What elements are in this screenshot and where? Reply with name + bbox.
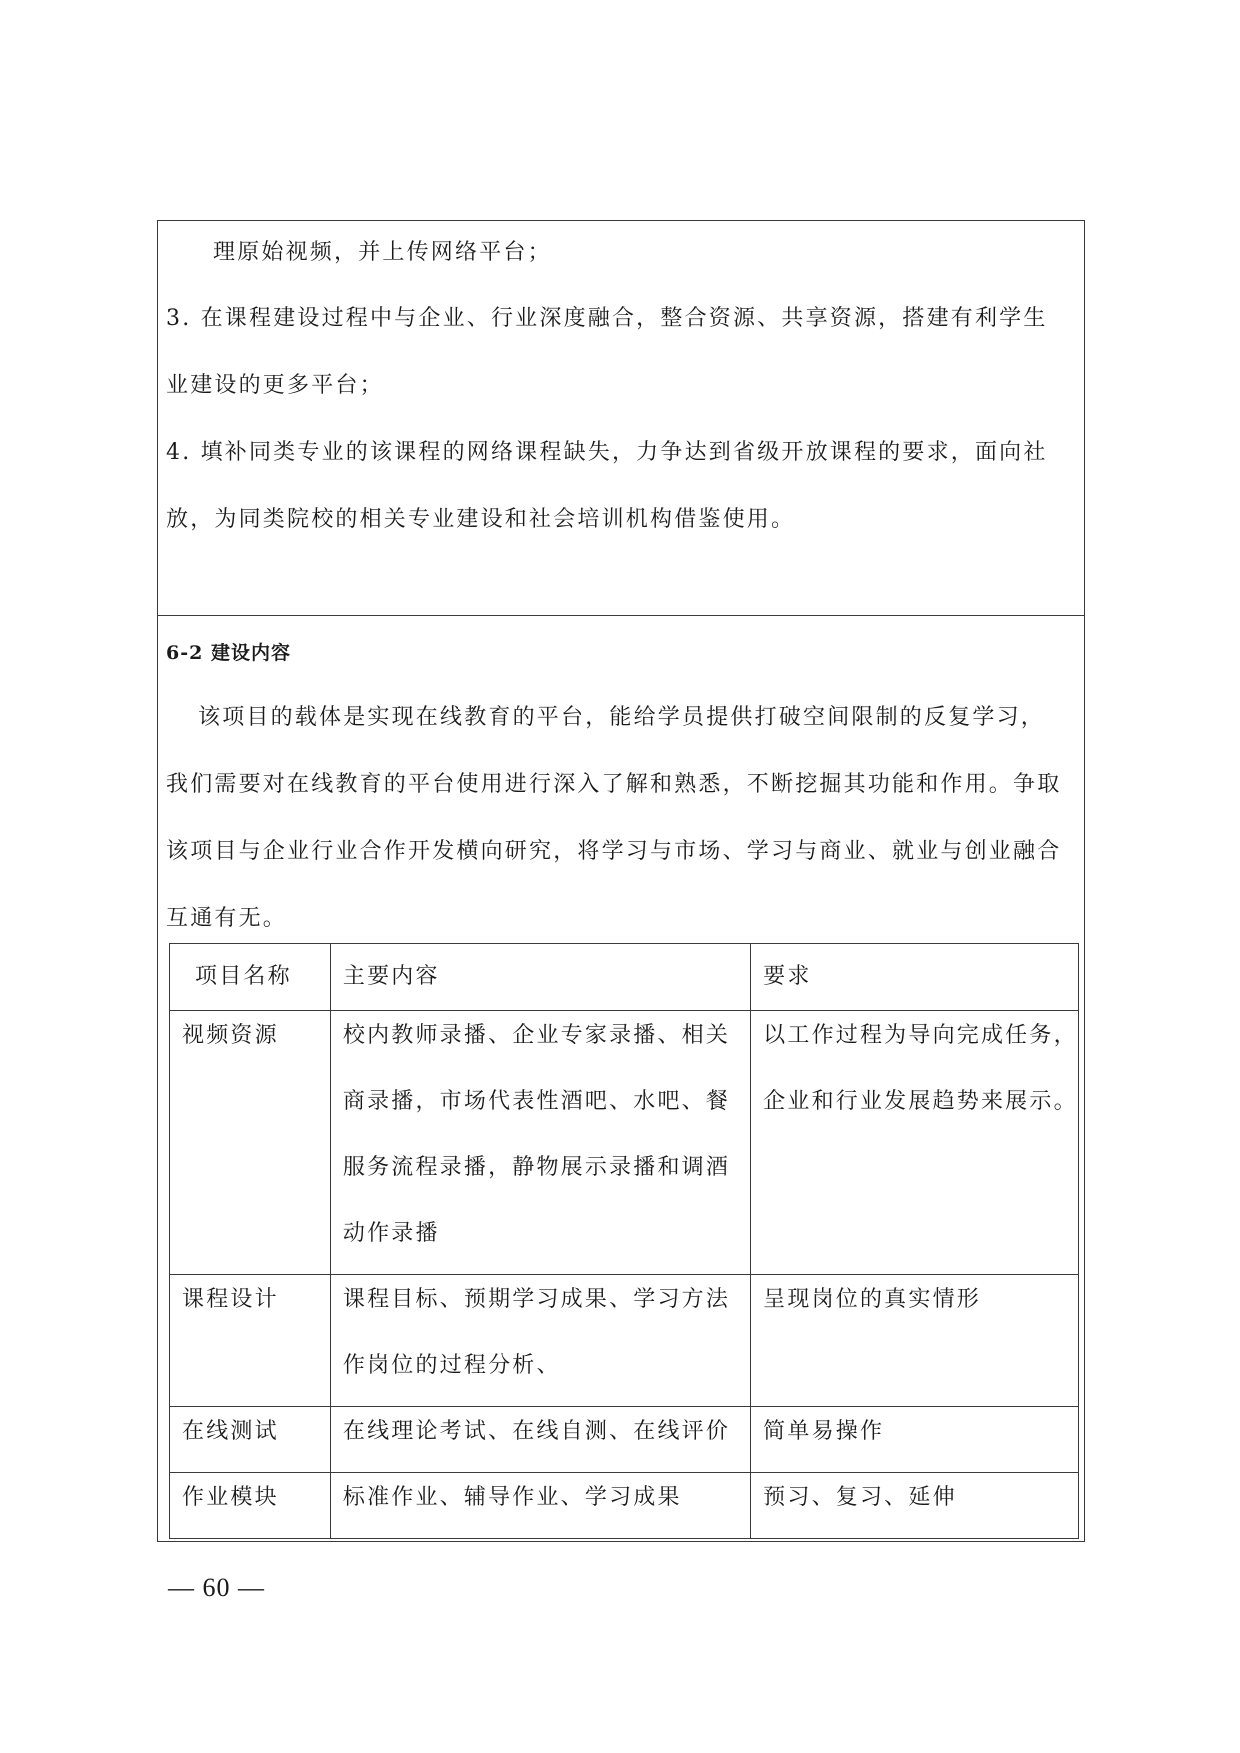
- row-content-line: 课程目标、预期学习成果、学习方法: [342, 1287, 731, 1312]
- text-line: 3. 在课程建设过程中与企业、行业深度融合，整合资源、共享资源，搭建有利学生: [166, 306, 1048, 331]
- row-requirement-line: 简单易操作: [763, 1419, 885, 1444]
- text-line: 4. 填补同类专业的该课程的网络课程缺失，力争达到省级开放课程的要求，面向社: [166, 440, 1048, 465]
- construction-content-table: [169, 943, 1079, 1539]
- row-requirement-line: 呈现岗位的真实情形: [763, 1287, 981, 1312]
- row-content-line: 标准作业、辅导作业、学习成果: [342, 1485, 682, 1510]
- header-main-content: 主要内容: [330, 944, 750, 1011]
- page-number: — 60 —: [168, 1573, 265, 1602]
- header-project-name: 项目名称: [170, 944, 331, 1011]
- table-row: [170, 1011, 1079, 1275]
- row-content-line: 校内教师录播、企业专家录播、相关: [342, 1023, 731, 1048]
- row-requirement-line: 预习、复习、延伸: [763, 1485, 957, 1510]
- table-row: [170, 1407, 1079, 1473]
- form-frame: [157, 220, 1085, 1542]
- header-requirement: 要求: [751, 944, 1079, 1011]
- section-divider: [158, 615, 1084, 616]
- row-name: 作业模块: [182, 1485, 279, 1510]
- row-requirement-line: 以工作过程为导向完成任务，: [763, 1023, 1078, 1048]
- table-row: [170, 1473, 1079, 1539]
- row-content-line: 作岗位的过程分析、: [342, 1353, 561, 1378]
- row-name: 在线测试: [182, 1419, 279, 1444]
- row-content-line: 在线理论考试、在线自测、在线评价: [342, 1419, 731, 1444]
- text-line: 互通有无。: [166, 906, 288, 931]
- row-requirement-line: 企业和行业发展趋势来展示。: [763, 1089, 1078, 1114]
- text-line: 该项目与企业行业合作开发横向研究，将学习与市场、学习与商业、就业与创业融合: [166, 839, 1062, 864]
- text-line: 业建设的更多平台；: [166, 373, 384, 398]
- row-content-line: 商录播，市场代表性酒吧、水吧、餐: [342, 1089, 731, 1114]
- table-header-row: [170, 944, 1079, 1011]
- table-row: [170, 1275, 1079, 1407]
- row-name: 课程设计: [182, 1287, 279, 1312]
- section-heading: 6-2 建设内容: [166, 642, 291, 664]
- text-line: 放，为同类院校的相关专业建设和社会培训机构借鉴使用。: [166, 507, 796, 532]
- text-line: 我们需要对在线教育的平台使用进行深入了解和熟悉，不断挖掘其功能和作用。争取: [166, 772, 1062, 797]
- row-content-line: 动作录播: [342, 1221, 440, 1246]
- row-name: 视频资源: [182, 1023, 279, 1048]
- text-line: 理原始视频，并上传网络平台；: [213, 240, 552, 265]
- row-content-line: 服务流程录播，静物展示录播和调酒: [342, 1155, 731, 1180]
- text-line: 该项目的载体是实现在线教育的平台，能给学员提供打破空间限制的反复学习，: [198, 705, 1046, 730]
